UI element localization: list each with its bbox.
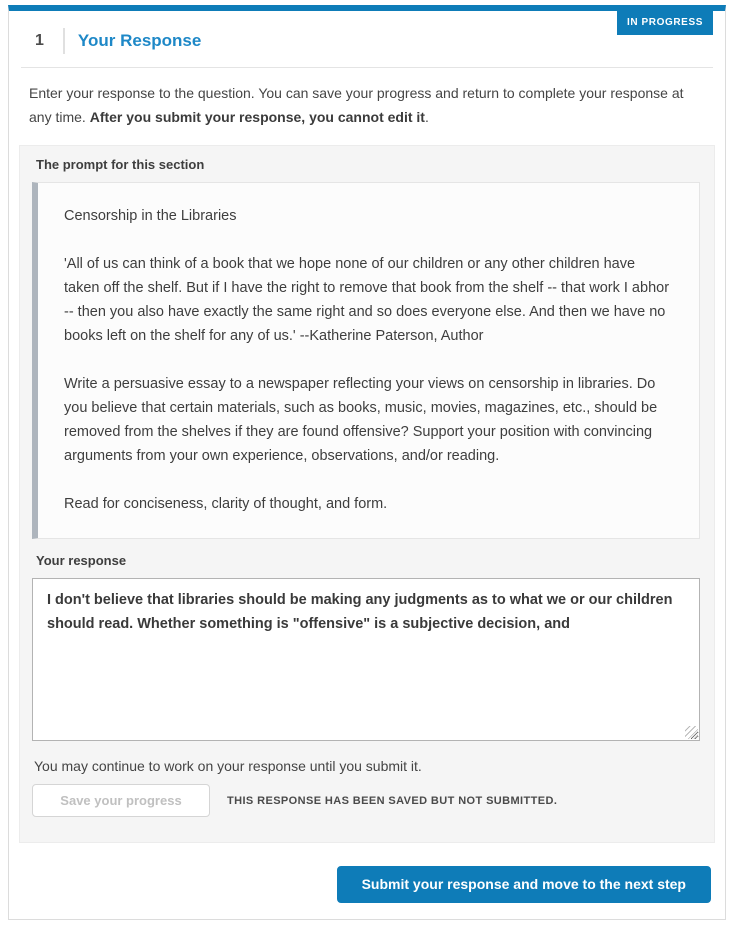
response-textarea-wrap (32, 578, 700, 741)
section-header (21, 11, 713, 68)
prompt-quote (32, 182, 700, 539)
response-textarea[interactable] (32, 578, 700, 741)
prompt-paragraph: Read for conciseness, clarity of thought, and form. (64, 496, 388, 512)
save-status-text: THIS RESPONSE HAS BEEN SAVED BUT NOT SUBMITTED. (227, 794, 558, 807)
your-response-panel (8, 5, 726, 920)
resize-handle-icon[interactable] (685, 726, 698, 739)
prompt-heading: The prompt for this section (36, 157, 205, 172)
prompt-paragraph: 'All of us can think of a book that we hope none of our children or any other children have taken off the shelf. But if I have the right to remove that book from the shelf -- that work I abhor -- then you also have exactly the same right and so does everyone else. And then we have no books left on the shelf for any of us.' --Katherine Paterson, Author (64, 256, 670, 344)
instructions-normal: Enter your response to the question. You can save your progress and return to complete your response at any time. (29, 85, 684, 125)
step-number: 1 (35, 32, 44, 49)
instructions-text (29, 81, 705, 129)
save-row (32, 784, 700, 817)
save-progress-button[interactable]: Save your progress (32, 784, 210, 817)
response-label: Your response (36, 553, 127, 568)
save-note-text: You may continue to work on your response until you submit it. (34, 758, 422, 774)
instructions-suffix: . (424, 109, 429, 125)
page-title: Your Response (77, 31, 202, 50)
status-badge: IN PROGRESS (617, 11, 713, 35)
prompt-paragraph: Write a persuasive essay to a newspaper reflecting your views on censorship in libraries. Do you believe that certain materials, such as books, music, movies, magazines, etc., should be removed from the shelves if they are found offensive? Support your position with convincing arguments from your own experience, observations, and/or reading. (64, 376, 658, 464)
instructions-bold: After you submit your response, you cannot edit it (89, 109, 425, 125)
submit-footer (9, 843, 725, 919)
header-divider (63, 28, 65, 54)
submit-response-button[interactable]: Submit your response and move to the next step (337, 866, 711, 903)
prompt-paragraph: Censorship in the Libraries (64, 208, 237, 224)
response-form-section (19, 145, 715, 843)
